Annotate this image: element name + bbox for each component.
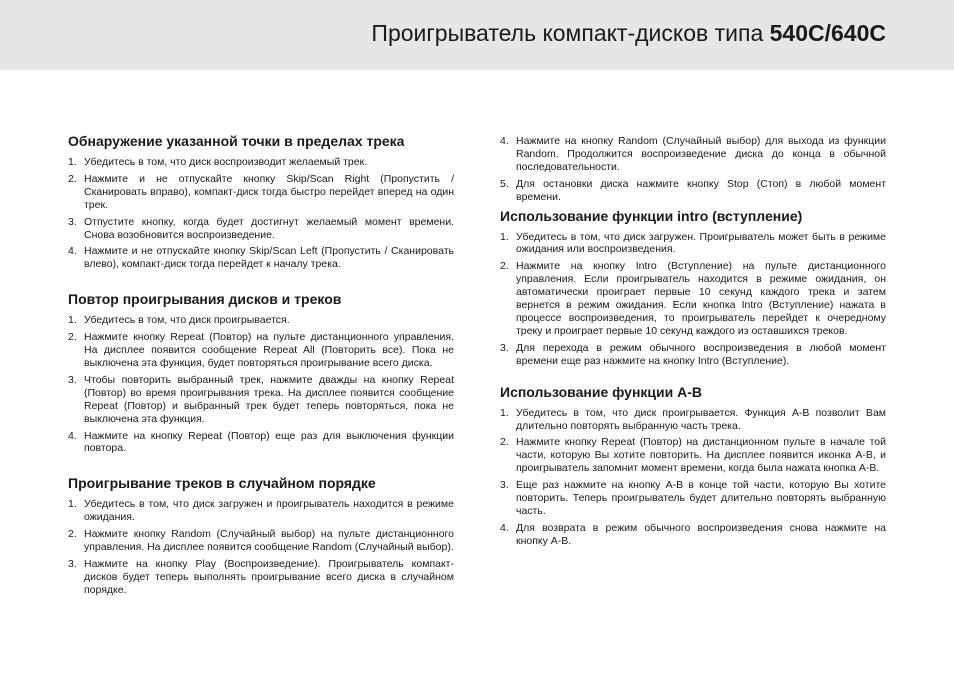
item-number: 1. <box>68 156 77 168</box>
page-title <box>371 20 886 47</box>
item-text: Для остановки диска нажмите кнопку Stop (Стоп) в любой момент времени. <box>516 177 886 203</box>
item-number: 4. <box>500 521 509 534</box>
item-number: 2. <box>68 331 77 344</box>
list-item <box>500 479 886 518</box>
item-text: Чтобы повторить выбранный трек, нажмите дважды на кнопку Repeat (Повтор) во время проигрывания трека. На дисплее появится сообщение Repeat (Повтор) и выбранный трек будет теперь повторяться, пока не выключена эта функция. <box>84 373 454 425</box>
item-number: 5. <box>500 177 509 190</box>
right-column <box>500 135 886 564</box>
item-text: Убедитесь в том, что диск воспроизводит желаемый трек. <box>84 156 368 168</box>
item-number: 3. <box>68 557 77 570</box>
section-4 <box>500 384 886 548</box>
item-number: 2. <box>68 172 77 185</box>
item-text: Нажмите и не отпускайте кнопку Skip/Scan Left (Пропустить / Сканировать влево), компакт-диск тогда перейдет к началу трека. <box>84 245 454 271</box>
item-number: 3. <box>500 479 509 492</box>
list-item <box>500 135 886 174</box>
item-number: 4. <box>500 135 509 147</box>
list-item <box>500 407 886 433</box>
continued-list <box>500 135 886 204</box>
section-heading: Использование функции A-B <box>500 383 703 400</box>
item-number: 1. <box>68 314 77 327</box>
item-number: 3. <box>68 373 77 386</box>
list-item <box>68 558 454 597</box>
left-column <box>68 133 454 617</box>
item-number: 4. <box>68 429 77 442</box>
item-number: 3. <box>500 341 509 354</box>
list-item <box>68 173 454 212</box>
section-heading: Повтор проигрывания дисков и треков <box>68 291 342 308</box>
list-item <box>68 314 454 327</box>
list-item <box>500 231 886 257</box>
item-text: Нажмите кнопку Repeat (Повтор) на пульте дистанционного управления. На дисплее появится сообщение Repeat All (Повторить все). Пока не выключена эта функция, будет повторяться проигрывание всего диска. <box>84 331 454 369</box>
title-prefix: Проигрыватель компакт-дисков типа <box>371 20 770 46</box>
step-list <box>500 231 886 368</box>
step-list <box>68 156 454 271</box>
list-item <box>68 528 454 554</box>
item-text: Нажмите кнопку Random (Случайный выбор) на пульте дистанционного управления. На дисплее появится сообщение Random (Случайный выбор). <box>84 528 454 554</box>
list-item <box>500 522 886 548</box>
list-item <box>500 260 886 337</box>
title-model: 540C/640C <box>769 20 886 46</box>
item-text: Нажмите на кнопку Intro (Вступление) на пульте дистанционного управления. Если проигрыватель находится в режиме ожидания, он автоматически проиграет первые 10 секунд каждого трека и затем вернется в режим ожидания. Если кнопка Intro (Вступление) нажата в процессе воспроизведения, то проигрыватель перейдет к очередному треку и проиграет первые 10 секунд каждого из оставшихся треков. <box>516 260 886 337</box>
item-text: Убедитесь в том, что диск проигрывается. <box>84 314 290 327</box>
item-number: 1. <box>500 230 509 243</box>
item-text: Убедитесь в том, что диск загружен. Проигрыватель может быть в режиме ожидания или воспроизведения. <box>516 230 886 256</box>
item-text: Еще раз нажмите на кнопку A-B в конце той части, которую Вы хотите повторить. Теперь проигрыватель будет длительно повторять выбранную часть. <box>516 479 886 517</box>
list-item <box>68 216 454 242</box>
item-text: Нажмите на кнопку Repeat (Повтор) еще раз для выключения функции повтора. <box>84 429 454 455</box>
list-item <box>68 374 454 426</box>
list-item <box>500 342 886 368</box>
section-heading: Использование функции intro (вступление) <box>500 207 803 224</box>
item-text: Убедитесь в том, что диск проигрывается. Функция A-B позволит Вам длительно повторять выбранную часть трека. <box>516 406 886 432</box>
step-list <box>68 498 454 596</box>
item-number: 1. <box>500 406 509 419</box>
section-heading: Обнаружение указанной точки в пределах трека <box>68 133 405 149</box>
section-heading: Проигрывание треков в случайном порядке <box>68 475 376 492</box>
section-3 <box>500 208 886 368</box>
item-number: 1. <box>68 498 77 511</box>
item-text: Для перехода в режим обычного воспроизведения в любой момент времени еще раз нажмите на кнопку Intro (Вступление). <box>516 341 886 367</box>
item-text: Отпустите кнопку, когда будет достигнут желаемый момент времени. Снова возобновится воспроизведение. <box>84 215 454 241</box>
step-list <box>68 314 454 455</box>
item-number: 4. <box>68 245 77 258</box>
step-list <box>500 407 886 548</box>
item-text: Нажмите и не отпускайте кнопку Skip/Scan Right (Пропустить / Сканировать вправо), компакт-диск тогда быстро перейдет вперед на один трек. <box>84 172 454 211</box>
item-text: Для возврата в режим обычного воспроизведения снова нажмите на кнопку A-B. <box>516 521 886 547</box>
item-text: Нажмите на кнопку Random (Случайный выбор) для выхода из функции Random. Продолжится воспроизведение диска до конца в обычной последовательности. <box>516 135 886 173</box>
list-item <box>68 156 454 169</box>
list-item <box>500 436 886 475</box>
list-item <box>68 245 454 271</box>
list-item <box>68 498 454 524</box>
list-item <box>500 178 886 204</box>
item-number: 3. <box>68 215 77 228</box>
item-text: Убедитесь в том, что диск загружен и проигрыватель находится в режиме ожидания. <box>84 498 454 524</box>
item-number: 2. <box>500 436 509 449</box>
page-header <box>0 0 954 70</box>
item-text: Нажмите на кнопку Play (Воспроизведение). Проигрыватель компакт-дисков будет теперь выполнять проигрывание всего диска в случайном порядке. <box>84 557 454 596</box>
item-number: 2. <box>68 528 77 541</box>
section-1 <box>68 291 454 455</box>
item-text: Нажмите кнопку Repeat (Повтор) на дистанционном пульте в начале той части, которую Вы хотите повторить. На дисплее появится иконка A-B, и проигрыватель запомнит момент времени, когда была нажата кнопка A-B. <box>516 436 886 475</box>
section-2 <box>68 475 454 596</box>
section-0 <box>68 133 454 271</box>
list-item <box>68 430 454 456</box>
item-number: 2. <box>500 260 509 273</box>
list-item <box>68 331 454 370</box>
